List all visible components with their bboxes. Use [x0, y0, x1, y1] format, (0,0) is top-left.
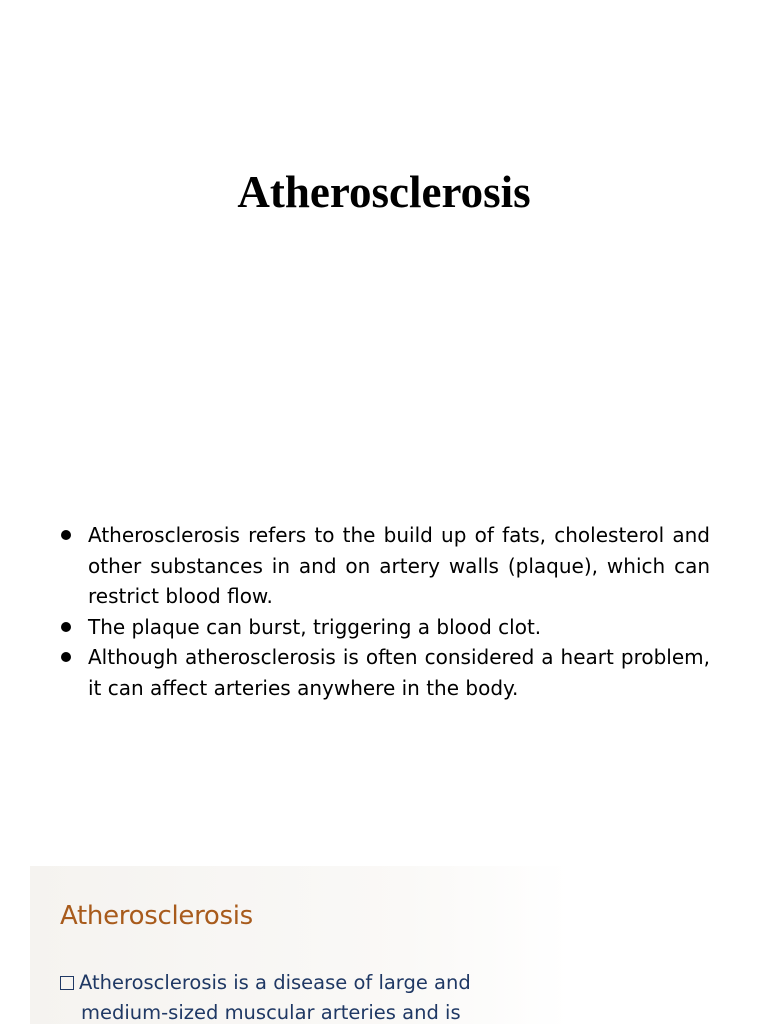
slide-2-text-line1: Atherosclerosis is a disease of large and [79, 971, 471, 994]
bullet-item [60, 612, 710, 643]
bullet-dot-icon [61, 530, 71, 540]
bullet-text: Atherosclerosis refers to the build up of fats, cholesterol and other substances in and on artery walls (plaque), which can restrict blood flow. [88, 523, 710, 608]
slide-2-title: Atherosclerosis [60, 901, 253, 931]
bullet-text: The plaque can burst, triggering a blood clot. [88, 614, 542, 639]
slide-title: Atherosclerosis [237, 167, 531, 217]
bullet-dot-icon [61, 622, 71, 632]
checkbox-icon [60, 976, 74, 990]
bullet-text: Although atherosclerosis is often considered a heart problem, it can affect arteries anywhere in the body. [88, 645, 710, 700]
slide-2-text-line2: medium-sized muscular arteries and is [81, 1001, 461, 1024]
bullet-item [60, 520, 710, 612]
bullet-item [60, 642, 710, 703]
slide-2-bullet [60, 968, 480, 1024]
bullet-dot-icon [61, 652, 71, 662]
bullet-list [60, 520, 710, 703]
slide-2 [30, 866, 570, 1024]
